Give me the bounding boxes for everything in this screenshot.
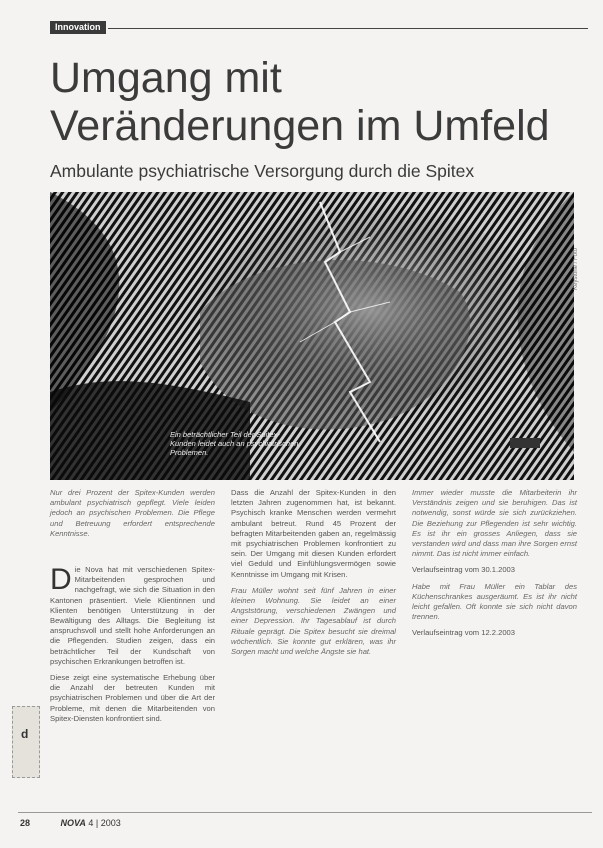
magazine-name: NOVA <box>60 818 86 828</box>
case-paragraph: Habe mit Frau Müller ein Tablar des Küchenschrankes ausgeräumt. Es ist ihr nicht leicht gefallen. Oft konnte sie sich nicht davon trennen. <box>412 581 577 622</box>
text-column-2 <box>231 488 396 663</box>
title-line-1: Umgang mit <box>50 54 282 102</box>
title-line-2: Veränderungen im Umfeld <box>50 102 550 150</box>
paragraph: Dass die Anzahl der Spitex-Kunden in den letzten Jahren zugenommen hat, ist bekannt. Psychisch kranke Menschen werden vermehrt ambulant betreut. Rund 45 Prozent der befragten Mitarbeitenden gaben an, regelmässig mit psychiatrischen Problemen konfrontiert zu sein. Der Umgang mit diesen Kunden erfordert viel Geduld und Einfühlungsvermögen sowie Kenntnisse im Umgang mit Krisen. <box>231 488 396 579</box>
text-column-1 <box>50 488 215 730</box>
photo-caption: Ein beträchtlicher Teil der Spitex-Kunden leidet auch an psychiatrischen Problemen. <box>170 430 299 457</box>
article-subtitle: Ambulante psychiatrische Versorgung durch die Spitex <box>50 161 475 181</box>
page-footer <box>20 818 121 828</box>
section-kicker: Innovation <box>50 21 106 34</box>
footer-rule <box>18 812 592 813</box>
article-photo <box>50 192 574 480</box>
abstract-face-image <box>50 192 574 480</box>
page-number: 28 <box>20 818 31 828</box>
log-entry-date: Verlaufseintrag vom 30.1.2003 <box>412 565 516 575</box>
case-paragraph: Immer wieder musste die Mitarbeiterin ihr Verständnis zeigen und sie beruhigen. Das ist notwendig, sonst würde sie sich zurückziehen. Die Beziehung zur Pflegenden ist sehr wichtig. Es ist ihr ein grosses Anliegen, dass sie verstanden wird und dass man ihre Sorgen ernst nimmt. Das ist nicht immer einfach. <box>412 488 577 559</box>
article-title <box>50 54 590 150</box>
photo-credit: Keystone / Foto <box>573 247 579 290</box>
case-paragraph: Frau Müller wohnt seit fünf Jahren in einer kleinen Wohnung. Sie leidet an einer Angststörung, verschiedenen Zwängen und einer Depression. Ihr Tagesablauf ist durch Rituale geprägt. Die Spitex besucht sie dreimal wöchentlich. Sie konnte gut erklären, was ihr Sorgen macht und welche Ängste sie hat. <box>231 585 396 657</box>
issue-number: 4 | 2003 <box>88 818 121 828</box>
log-entry-date: Verlaufseintrag vom 12.2.2003 <box>412 628 516 638</box>
paragraph: Die Nova hat mit verschiedenen Spitex-Mitarbeitenden gesprochen und nachgefragt, wie sich die Situation in den Kantonen präsentiert. Viele Klientinnen und Klienten benötigen Unterstützung in der Bewältigung des Alltags. Die Begleitung ist anspruchsvoll und stellt hohe Anforderungen an die Pflegenden. Studien zeigen, dass ein beträchtlicher Teil der Kundschaft von psychischen Erkrankungen betroffen ist. <box>50 563 215 666</box>
margin-stamp: d <box>12 706 40 778</box>
top-rule <box>108 28 588 29</box>
article-lead: Nur drei Prozent der Spitex-Kunden werden ambulant psychiatrisch gepflegt. Viele leiden jedoch an psychischen Problemen. Die Pflege und Betreuung erfordert entsprechende Kenntnisse. <box>50 488 215 538</box>
paragraph: Diese zeigt eine systematische Erhebung über die Anzahl der betreuten Kunden mit psychiatrischen Problemen und über die Art der Probleme, mit denen die Mitarbeitenden von Spitex-Diensten konfrontiert sind. <box>50 673 215 723</box>
drop-cap: D <box>50 563 72 597</box>
text-column-3 <box>412 488 577 645</box>
